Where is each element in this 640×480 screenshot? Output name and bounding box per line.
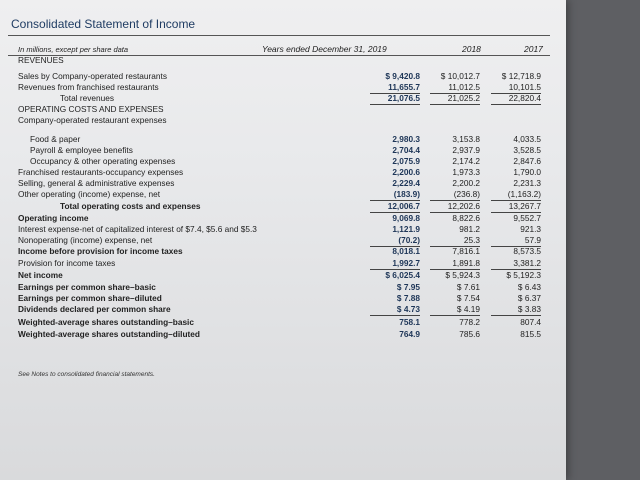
divider xyxy=(8,35,550,36)
value-2019: (70.2) xyxy=(370,235,420,247)
row-label: Occupancy & other operating expenses xyxy=(30,156,176,166)
table-row xyxy=(18,71,548,82)
row-label: Provision for income taxes xyxy=(18,258,116,268)
row-label: Food & paper xyxy=(30,134,81,144)
value-2017: $ 6.37 xyxy=(517,293,541,303)
value-2018: 25.3 xyxy=(430,235,480,247)
value-2017: 8,573.5 xyxy=(513,246,541,256)
table-row xyxy=(18,282,548,293)
table-row xyxy=(18,270,548,281)
value-2018: 8,822.6 xyxy=(452,213,480,223)
value-2019: 12,006.7 xyxy=(370,201,420,213)
value-2019: $ 6,025.4 xyxy=(385,270,420,280)
value-2019: 11,655.7 xyxy=(370,82,420,94)
value-2019: 8,018.1 xyxy=(392,246,420,256)
value-2019: (183.9) xyxy=(370,189,420,201)
value-2018: 7,816.1 xyxy=(452,246,480,256)
table-row xyxy=(18,115,548,126)
table-row xyxy=(18,189,548,200)
row-label: Interest expense-net of capitalized interest of $7.4, $5.6 and $5.3 xyxy=(18,224,257,234)
row-label: Earnings per common share–basic xyxy=(18,282,156,292)
value-2017: 815.5 xyxy=(520,329,541,339)
value-2017: 2,847.6 xyxy=(513,156,541,166)
row-label: Net income xyxy=(18,270,63,280)
value-2018: 2,174.2 xyxy=(452,156,480,166)
value-2017: 4,033.5 xyxy=(513,134,541,144)
value-2018: 981.2 xyxy=(459,224,480,234)
row-label: Weighted-average shares outstanding–diluted xyxy=(18,329,200,339)
value-2018: 2,937.9 xyxy=(452,145,480,155)
value-2017: $ 5,192.3 xyxy=(506,270,541,280)
value-2018: 778.2 xyxy=(459,317,480,327)
table-row xyxy=(18,213,548,224)
value-2019: 1,121.9 xyxy=(392,224,420,234)
value-2019: $ 7.95 xyxy=(396,282,420,292)
row-label: Income before provision for income taxes xyxy=(18,246,183,256)
row-label: Franchised restaurants-occupancy expenses xyxy=(18,167,184,177)
value-2017: $ 6.43 xyxy=(517,282,541,292)
value-2019: 9,069.8 xyxy=(392,213,420,223)
value-2017: 10,101.5 xyxy=(491,82,541,94)
row-label: Nonoperating (income) expense, net xyxy=(18,235,153,245)
value-2017: 9,552.7 xyxy=(513,213,541,223)
footnote: See Notes to consolidated financial statements. xyxy=(18,371,155,378)
units-note: In millions, except per share data xyxy=(18,45,129,54)
value-2017: $ 12,718.9 xyxy=(501,71,541,81)
table-row xyxy=(18,167,548,178)
value-2019: $ 4.73 xyxy=(370,304,420,316)
table-row xyxy=(18,224,548,235)
page-title: Consolidated Statement of Income xyxy=(11,17,196,31)
years-header: Years ended December 31, 2019 xyxy=(262,44,387,54)
value-2019: $ 7.88 xyxy=(396,293,420,303)
table-row xyxy=(18,156,548,167)
table-row xyxy=(18,93,548,104)
table-row xyxy=(18,82,548,93)
row-label: Weighted-average shares outstanding–basic xyxy=(18,317,194,327)
value-2019: 758.1 xyxy=(399,317,420,327)
value-2018: 11,012.5 xyxy=(430,82,480,94)
row-label: Revenues from franchised restaurants xyxy=(18,82,159,92)
row-label: Total operating costs and expenses xyxy=(60,201,201,211)
value-2017: 1,790.0 xyxy=(513,167,541,177)
row-label: OPERATING COSTS AND EXPENSES xyxy=(18,104,164,114)
value-2018: 1,973.3 xyxy=(452,167,480,177)
table-row xyxy=(18,246,548,257)
table-row xyxy=(18,304,548,315)
value-2017: 921.3 xyxy=(520,224,541,234)
table-row xyxy=(18,178,548,189)
row-label: Operating income xyxy=(18,213,89,223)
value-2017: $ 3.83 xyxy=(491,304,541,316)
table-row xyxy=(18,293,548,304)
value-2018: 2,200.2 xyxy=(452,178,480,188)
value-2018: 21,025.2 xyxy=(430,93,480,105)
value-2019: 2,980.3 xyxy=(392,134,420,144)
value-2019: 2,229.4 xyxy=(392,178,420,188)
value-2018: $ 5,924.3 xyxy=(445,270,480,280)
table-row xyxy=(18,145,548,156)
value-2019: 2,704.4 xyxy=(392,145,420,155)
row-label: Dividends declared per common share xyxy=(18,304,171,314)
table-row xyxy=(18,134,548,145)
table-row xyxy=(18,317,548,328)
value-2018: $ 7.54 xyxy=(456,293,480,303)
value-2019: 21,076.5 xyxy=(370,93,420,105)
value-2017: 57.9 xyxy=(491,235,541,247)
row-label: REVENUES xyxy=(18,55,64,65)
value-2019: $ 9,420.8 xyxy=(385,71,420,81)
value-2018: 785.6 xyxy=(459,329,480,339)
row-label: Sales by Company-operated restaurants xyxy=(18,71,167,81)
table-row xyxy=(18,55,548,66)
value-2017: 3,528.5 xyxy=(513,145,541,155)
row-label: Total revenues xyxy=(60,93,114,103)
row-label: Other operating (income) expense, net xyxy=(18,189,161,199)
value-2017: 807.4 xyxy=(520,317,541,327)
year-2017-header: 2017 xyxy=(524,44,543,54)
value-2018: 1,891.8 xyxy=(430,258,480,270)
value-2017: 2,231.3 xyxy=(513,178,541,188)
table-row xyxy=(18,235,548,246)
table-row xyxy=(18,104,548,115)
row-label: Earnings per common share–diluted xyxy=(18,293,162,303)
value-2018: 3,153.8 xyxy=(452,134,480,144)
table-row xyxy=(18,201,548,212)
value-2019: 1,992.7 xyxy=(370,258,420,270)
value-2018: 12,202.6 xyxy=(430,201,480,213)
value-2018: $ 10,012.7 xyxy=(440,71,480,81)
table-row xyxy=(18,258,548,269)
row-label: Selling, general & administrative expenses xyxy=(18,178,175,188)
value-2018: (236.8) xyxy=(430,189,480,201)
value-2017: 13,267.7 xyxy=(491,201,541,213)
year-2018-header: 2018 xyxy=(462,44,481,54)
row-label: Company-operated restaurant expenses xyxy=(18,115,167,125)
value-2019: 764.9 xyxy=(399,329,420,339)
value-2017: 3,381.2 xyxy=(491,258,541,270)
value-2019: 2,200.6 xyxy=(392,167,420,177)
value-2018: $ 7.61 xyxy=(456,282,480,292)
value-2017: (1,163.2) xyxy=(491,189,541,201)
value-2019: 2,075.9 xyxy=(392,156,420,166)
table-row xyxy=(18,329,548,340)
value-2018: $ 4.19 xyxy=(430,304,480,316)
value-2017: 22,820.4 xyxy=(491,93,541,105)
row-label: Payroll & employee benefits xyxy=(30,145,133,155)
